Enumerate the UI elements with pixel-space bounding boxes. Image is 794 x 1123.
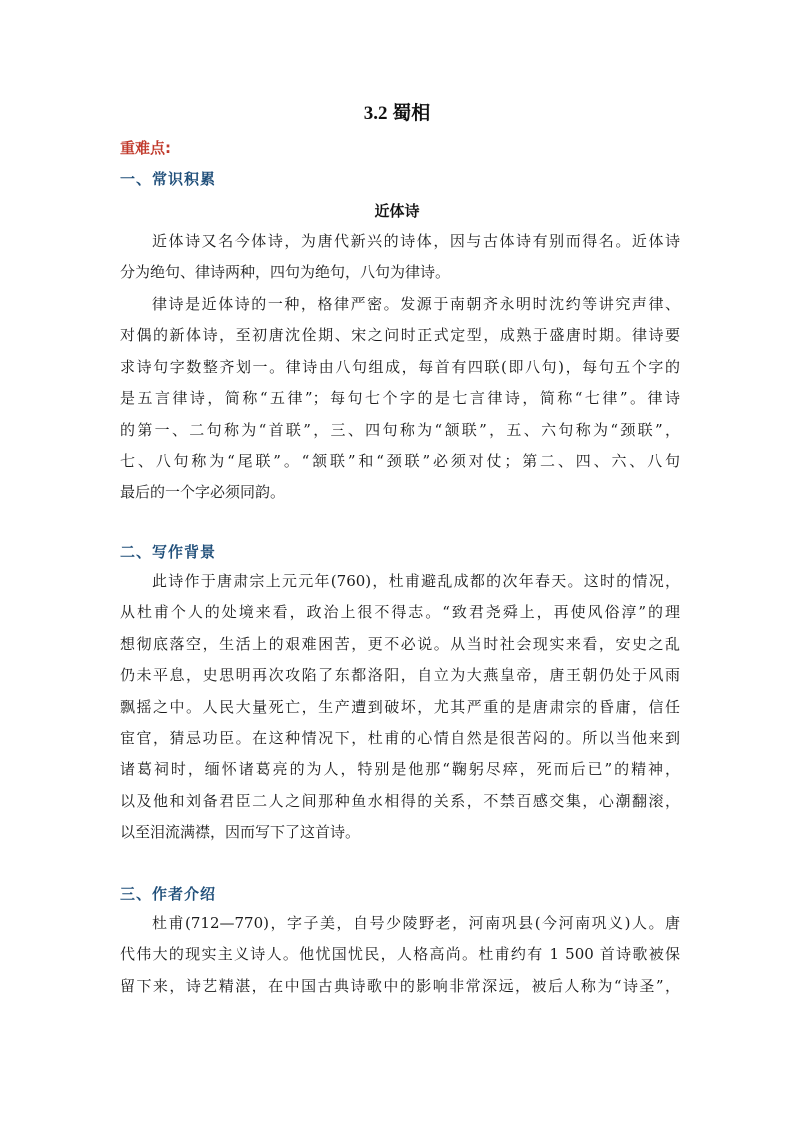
text-line: 宦官，猜忌功臣。在这种情况下，杜甫的心情自然是很苦闷的。所以当他来到 bbox=[120, 729, 680, 748]
section-heading-background: 二、写作背景 bbox=[120, 543, 217, 561]
text-line: 律诗是近体诗的一种，格律严密。发源于南朝齐永明时沈约等讲究声律、 bbox=[152, 295, 680, 313]
text-line: 想彻底落空，生活上的艰难困苦，更不必说。从当时社会现实来看，安史之乱 bbox=[120, 634, 680, 653]
text-line: 是五言律诗，简称“五律”；每句七个字的是七言律诗，简称“七律”。律诗 bbox=[120, 389, 680, 408]
section-heading-author: 三、作者介绍 bbox=[120, 885, 217, 903]
text-line: 近体诗又名今体诗，为唐代新兴的诗体，因与古体诗有别而得名。近体诗 bbox=[152, 232, 680, 250]
text-line: 从杜甫个人的处境来看，政治上很不得志。“致君尧舜上，再使风俗淳”的理 bbox=[120, 603, 680, 622]
text-line: 以及他和刘备君臣二人之间那种鱼水相得的关系，不禁百感交集，心潮翻滚， bbox=[120, 791, 680, 810]
text-line: 七、八句称为“尾联”。“颔联”和“颈联”必须对仗；第二、四、六、八句 bbox=[120, 452, 680, 471]
text-line: 求诗句字数整齐划一。律诗由八句组成，每首有四联(即八句)，每句五个字的 bbox=[120, 357, 680, 376]
text-line: 此诗作于唐肃宗上元元年(760)，杜甫避乱成都的次年春天。这时的情况， bbox=[152, 572, 680, 590]
key-points-label: 重难点: bbox=[120, 139, 171, 157]
text-line: 诸葛祠时，缅怀诸葛亮的为人，特别是他那“鞠躬尽瘁，死而后已”的精神， bbox=[120, 760, 680, 779]
text-line: 杜甫(712—770)，字子美，自号少陵野老，河南巩县(今河南巩义)人。唐 bbox=[152, 914, 680, 932]
text-line: 对偶的新体诗，至初唐沈佺期、宋之问时正式定型，成熟于盛唐时期。律诗要 bbox=[120, 326, 680, 345]
text-line: 分为绝句、律诗两种，四句为绝句，八句为律诗。 bbox=[120, 263, 451, 282]
text-line: 代伟大的现实主义诗人。他忧国忧民，人格高尚。杜甫约有 1 500 首诗歌被保 bbox=[120, 945, 680, 964]
text-line: 以至泪流满襟，因而写下了这首诗。 bbox=[120, 823, 361, 842]
paragraph-writing-background bbox=[120, 566, 680, 849]
page-title: 3.2 蜀相 bbox=[363, 103, 431, 124]
paragraph-regulated-verse bbox=[120, 289, 680, 509]
text-line: 飘摇之中。人民大量死亡，生产遭到破坏，尤其严重的是唐肃宗的昏庸，信任 bbox=[120, 697, 680, 716]
text-line: 的第一、二句称为“首联”，三、四句称为“颔联”，五、六句称为“颈联”， bbox=[120, 420, 680, 439]
section-heading-knowledge: 一、常识积累 bbox=[120, 170, 217, 188]
paragraph-author-intro bbox=[120, 908, 680, 1002]
text-line: 留下来，诗艺精湛，在中国古典诗歌中的影响非常深远，被后人称为“诗圣”， bbox=[120, 976, 680, 995]
subheading-modern-poetry: 近体诗 bbox=[374, 202, 420, 220]
text-line: 仍未平息，史思明再次攻陷了东都洛阳，自立为大燕皇帝，唐王朝仍处于风雨 bbox=[120, 666, 680, 685]
text-line: 最后的一个字必须同韵。 bbox=[120, 483, 286, 502]
paragraph-modern-poetry-intro bbox=[120, 226, 680, 289]
